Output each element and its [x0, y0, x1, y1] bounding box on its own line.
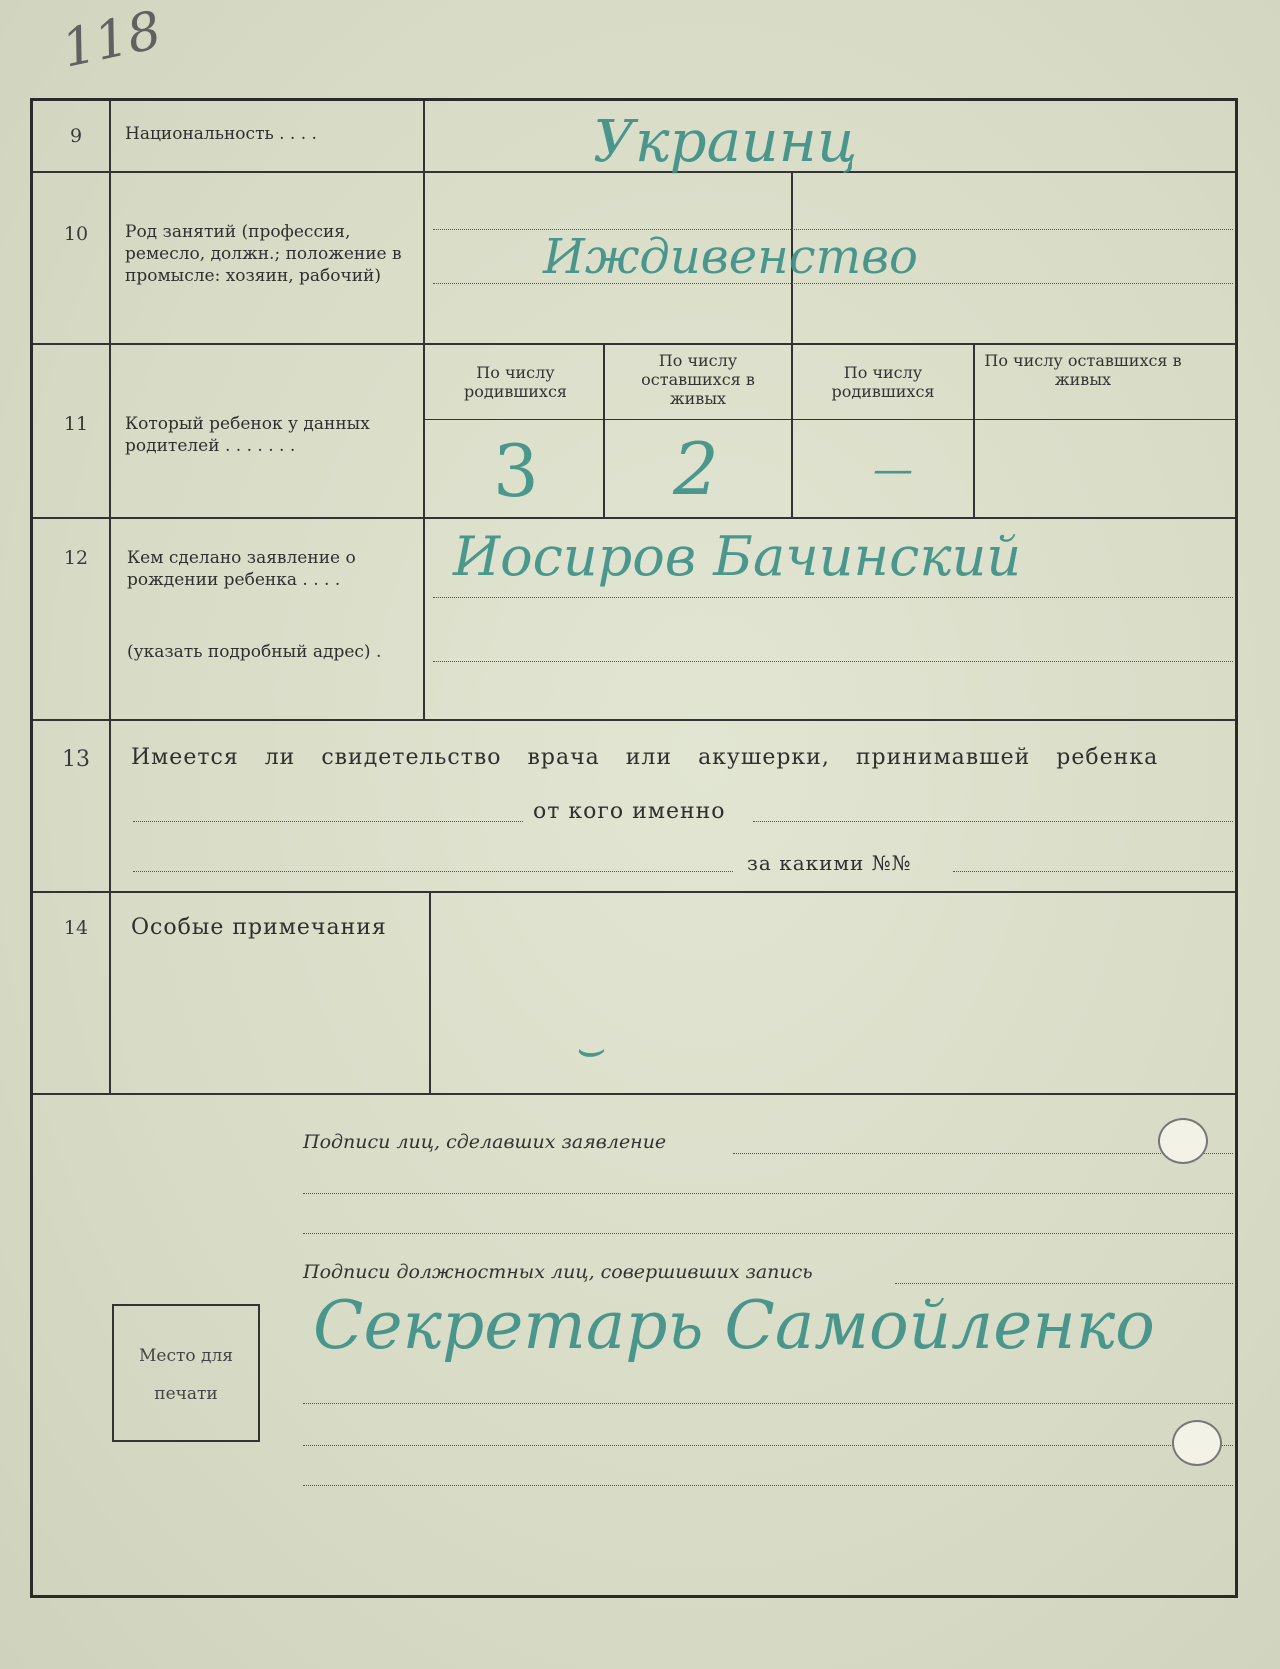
official-signature: Секретарь Самойленко: [313, 1287, 1155, 1364]
value-born-1: 3: [493, 429, 539, 513]
row-12-number: 12: [63, 547, 89, 569]
value-alive-1: 2: [673, 427, 719, 511]
seal-place: [112, 1304, 260, 1442]
row-14-mark: ⌣: [573, 1021, 604, 1075]
row-10-value: Иждивенство: [543, 229, 918, 285]
row-12-sublabel: (указать подробный адрес) .: [127, 642, 382, 662]
col-born-2: По числу родившихся: [831, 363, 935, 401]
officials-signature-label: Подписи должностных лиц, совершивших запись: [303, 1261, 813, 1283]
row-10-number: 10: [63, 223, 89, 245]
seal-place-line2: печати: [154, 1384, 218, 1404]
seal-place-line1: Место для: [138, 1346, 234, 1366]
applicants-signature-label: Подписи лиц, сделавших заявление: [303, 1131, 667, 1153]
row-11-label: Который ребенок у данных родителей . . . . . . .: [125, 414, 370, 456]
row-13-from-whom: от кого именно: [533, 799, 726, 824]
row-14-label: Особые примечания: [131, 915, 387, 940]
punch-hole: [1172, 1420, 1222, 1466]
row-12-label: Кем сделано заявление о рождении ребенка . . . .: [127, 548, 356, 590]
col-alive-1: По числу оставшихся в живых: [641, 351, 755, 408]
page-number: 118: [56, 0, 167, 80]
punch-hole: [1158, 1118, 1208, 1164]
row-10-label: Род занятий (профессия, ремесло, должн.; положение в промысле: хозяин, рабочий): [125, 222, 402, 286]
row-11-number: 11: [63, 413, 89, 435]
row-13-number: 13: [62, 747, 90, 772]
row-9-label: Национальность . . . .: [125, 124, 317, 144]
row-13-label: Имеется ли свидетельство врача или акушерки, принимавшей ребенка: [131, 745, 1159, 770]
col-alive-2: По числу оставшихся в живых: [984, 351, 1182, 389]
row-13-numbers: за какими №№: [747, 851, 912, 875]
row-9-value: Украинц: [593, 107, 858, 175]
value-born-2: —: [873, 447, 913, 493]
row-14-number: 14: [63, 917, 89, 939]
row-12-value: Иосиров Бачинский: [453, 525, 1022, 588]
col-born-1: По числу родившихся: [463, 363, 567, 401]
row-9-number: 9: [69, 125, 83, 147]
